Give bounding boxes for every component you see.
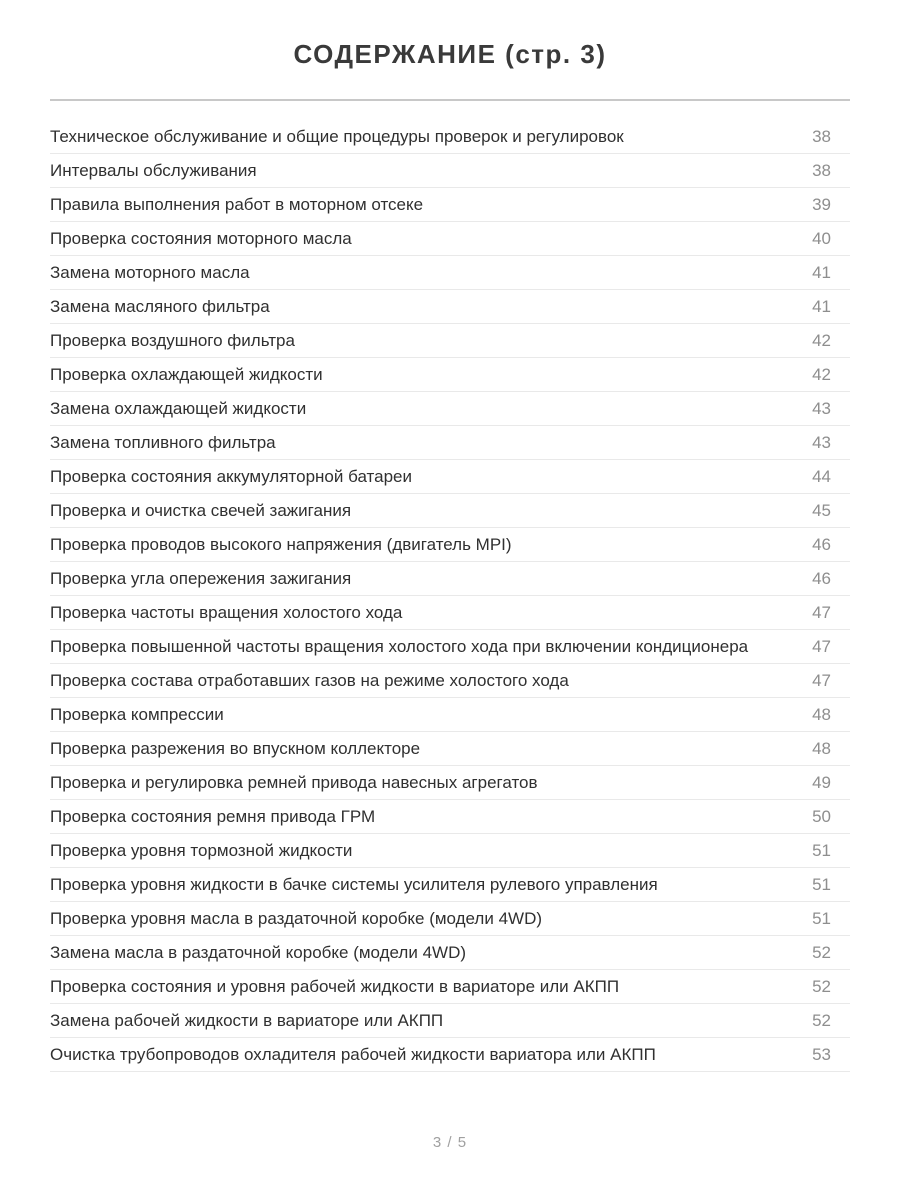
toc-item-page-number: 44 bbox=[812, 466, 831, 486]
toc-item-label: Проверка компрессии bbox=[50, 704, 224, 724]
toc-row[interactable] bbox=[50, 154, 850, 188]
toc-item-label: Замена масла в раздаточной коробке (модели 4WD) bbox=[50, 942, 467, 962]
toc-item-label: Проверка состояния ремня привода ГРМ bbox=[50, 806, 376, 826]
toc-row[interactable] bbox=[50, 1004, 850, 1038]
toc-item-label: Проверка состояния моторного масла bbox=[50, 228, 352, 248]
toc-list bbox=[50, 120, 850, 1072]
toc-row[interactable] bbox=[50, 698, 850, 732]
toc-item-page-number: 51 bbox=[812, 874, 831, 894]
toc-row[interactable] bbox=[50, 1038, 850, 1072]
page-indicator: 3 / 5 bbox=[432, 1134, 468, 1151]
toc-item-label: Интервалы обслуживания bbox=[50, 160, 257, 180]
toc-row[interactable] bbox=[50, 664, 850, 698]
toc-item-page-number: 48 bbox=[812, 738, 831, 758]
toc-item-label: Замена моторного масла bbox=[50, 262, 250, 282]
toc-item-page-number: 52 bbox=[812, 942, 831, 962]
toc-item-label: Проверка проводов высокого напряжения (двигатель MPI) bbox=[50, 534, 512, 554]
toc-item-page-number: 49 bbox=[812, 772, 831, 792]
toc-item-page-number: 52 bbox=[812, 1010, 831, 1030]
toc-item-label: Проверка уровня тормозной жидкости bbox=[50, 840, 353, 860]
toc-item-page-number: 43 bbox=[812, 432, 831, 452]
toc-row[interactable] bbox=[50, 800, 850, 834]
toc-item-label: Проверка разрежения во впускном коллекторе bbox=[50, 738, 421, 758]
toc-item-label: Замена охлаждающей жидкости bbox=[50, 398, 307, 418]
toc-item-label: Правила выполнения работ в моторном отсеке bbox=[50, 194, 424, 214]
toc-item-label: Замена рабочей жидкости в вариаторе или АКПП bbox=[50, 1010, 444, 1030]
toc-item-label: Проверка состояния аккумуляторной батареи bbox=[50, 466, 412, 486]
toc-row[interactable] bbox=[50, 324, 850, 358]
toc-item-label: Замена масляного фильтра bbox=[50, 296, 270, 316]
toc-item-label: Проверка уровня масла в раздаточной коробке (модели 4WD) bbox=[50, 908, 543, 928]
toc-row[interactable] bbox=[50, 426, 850, 460]
toc-row[interactable] bbox=[50, 562, 850, 596]
toc-item-label: Проверка уровня жидкости в бачке системы усилителя рулевого управления bbox=[50, 874, 658, 894]
toc-item-page-number: 47 bbox=[812, 636, 831, 656]
toc-item-page-number: 38 bbox=[812, 160, 831, 180]
toc-item-page-number: 53 bbox=[812, 1044, 831, 1064]
toc-item-page-number: 51 bbox=[812, 908, 831, 928]
toc-item-label: Проверка охлаждающей жидкости bbox=[50, 364, 323, 384]
toc-item-page-number: 50 bbox=[812, 806, 831, 826]
toc-item-page-number: 47 bbox=[812, 602, 831, 622]
toc-row[interactable] bbox=[50, 256, 850, 290]
toc-item-page-number: 45 bbox=[812, 500, 831, 520]
toc-row[interactable] bbox=[50, 460, 850, 494]
toc-item-page-number: 52 bbox=[812, 976, 831, 996]
toc-item-page-number: 41 bbox=[812, 296, 831, 316]
toc-item-label: Проверка воздушного фильтра bbox=[50, 330, 295, 350]
toc-row[interactable] bbox=[50, 120, 850, 154]
toc-item-page-number: 42 bbox=[812, 330, 831, 350]
toc-item-page-number: 41 bbox=[812, 262, 831, 282]
toc-item-label: Техническое обслуживание и общие процедуры проверок и регулировок bbox=[50, 126, 624, 146]
toc-row[interactable] bbox=[50, 358, 850, 392]
title-divider bbox=[50, 99, 850, 101]
toc-row[interactable] bbox=[50, 528, 850, 562]
toc-row[interactable] bbox=[50, 868, 850, 902]
toc-item-page-number: 40 bbox=[812, 228, 831, 248]
toc-item-page-number: 42 bbox=[812, 364, 831, 384]
toc-row[interactable] bbox=[50, 494, 850, 528]
toc-item-page-number: 48 bbox=[812, 704, 831, 724]
page-title: СОДЕРЖАНИЕ (стр. 3) bbox=[293, 39, 607, 69]
toc-page bbox=[0, 38, 900, 1200]
toc-row[interactable] bbox=[50, 596, 850, 630]
toc-item-page-number: 43 bbox=[812, 398, 831, 418]
toc-item-label: Проверка частоты вращения холостого хода bbox=[50, 602, 403, 622]
toc-row[interactable] bbox=[50, 732, 850, 766]
toc-item-page-number: 39 bbox=[812, 194, 831, 214]
toc-item-label: Очистка трубопроводов охладителя рабочей жидкости вариатора или АКПП bbox=[50, 1044, 656, 1064]
toc-row[interactable] bbox=[50, 834, 850, 868]
toc-row[interactable] bbox=[50, 290, 850, 324]
toc-row[interactable] bbox=[50, 970, 850, 1004]
toc-item-label: Проверка состояния и уровня рабочей жидкости в вариаторе или АКПП bbox=[50, 976, 620, 996]
toc-item-label: Проверка повышенной частоты вращения холостого хода при включении кондиционера bbox=[50, 636, 749, 656]
toc-item-label: Проверка и регулировка ремней привода навесных агрегатов bbox=[50, 772, 538, 792]
toc-item-label: Замена топливного фильтра bbox=[50, 432, 276, 452]
toc-item-label: Проверка и очистка свечей зажигания bbox=[50, 500, 352, 520]
toc-row[interactable] bbox=[50, 222, 850, 256]
toc-row[interactable] bbox=[50, 902, 850, 936]
toc-item-label: Проверка состава отработавших газов на режиме холостого хода bbox=[50, 670, 569, 690]
toc-item-label: Проверка угла опережения зажигания bbox=[50, 568, 352, 588]
toc-row[interactable] bbox=[50, 936, 850, 970]
toc-item-page-number: 47 bbox=[812, 670, 831, 690]
toc-item-page-number: 46 bbox=[812, 568, 831, 588]
toc-row[interactable] bbox=[50, 392, 850, 426]
toc-item-page-number: 51 bbox=[812, 840, 831, 860]
toc-item-page-number: 38 bbox=[812, 126, 831, 146]
toc-row[interactable] bbox=[50, 630, 850, 664]
toc-item-page-number: 46 bbox=[812, 534, 831, 554]
toc-row[interactable] bbox=[50, 766, 850, 800]
toc-row[interactable] bbox=[50, 188, 850, 222]
